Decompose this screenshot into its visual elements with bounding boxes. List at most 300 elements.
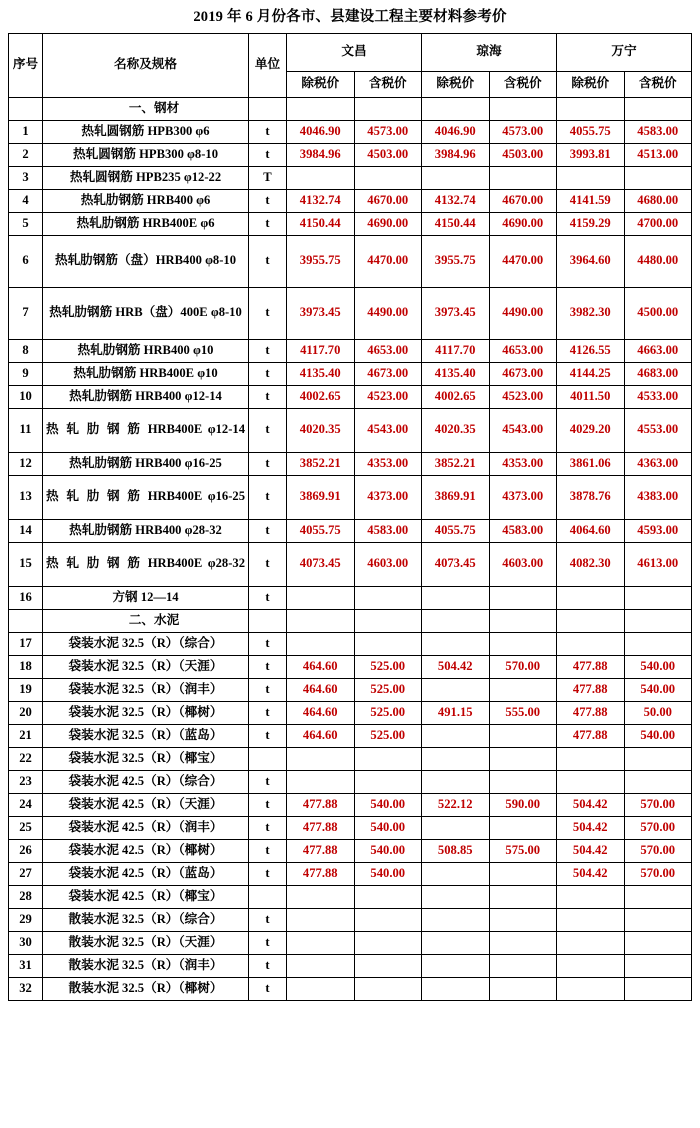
cell-wenchang-excl-tax: 4132.74 xyxy=(287,189,355,212)
cell-wanning-excl-tax xyxy=(557,166,625,189)
cell-unit: t xyxy=(249,701,287,724)
cell-unit: t xyxy=(249,862,287,885)
cell-wanning-excl-tax: 4055.75 xyxy=(557,120,625,143)
cell-wenchang-incl-tax xyxy=(354,954,422,977)
table-row xyxy=(9,862,692,885)
subheader-qionghai-incl-tax: 含税价 xyxy=(489,71,557,97)
cell-wanning-incl-tax xyxy=(624,586,692,609)
cell-wanning-excl-tax xyxy=(557,747,625,770)
table-row xyxy=(9,287,692,339)
cell-seq: 16 xyxy=(9,586,43,609)
cell-qionghai-incl-tax xyxy=(489,862,557,885)
cell-material-name: 袋装水泥 42.5（R）（天涯） xyxy=(43,793,249,816)
cell-seq: 13 xyxy=(9,475,43,519)
cell-wanning-excl-tax: 4141.59 xyxy=(557,189,625,212)
cell-seq: 9 xyxy=(9,362,43,385)
cell-seq: 5 xyxy=(9,212,43,235)
cell-qionghai-excl-tax xyxy=(422,931,490,954)
cell-seq: 32 xyxy=(9,977,43,1000)
table-row xyxy=(9,655,692,678)
cell-material-name: 热轧圆钢筋 HPB300 φ8-10 xyxy=(43,143,249,166)
cell-wenchang-excl-tax: 4046.90 xyxy=(287,120,355,143)
column-header-seq: 序号 xyxy=(9,33,43,97)
cell-seq: 6 xyxy=(9,235,43,287)
cell-material-name: 袋装水泥 32.5（R）（椰宝） xyxy=(43,747,249,770)
cell-seq: 3 xyxy=(9,166,43,189)
cell-qionghai-incl-tax: 4470.00 xyxy=(489,235,557,287)
cell-qionghai-excl-tax: 4132.74 xyxy=(422,189,490,212)
cell-qionghai-incl-tax xyxy=(489,977,557,1000)
table-header-row-1 xyxy=(9,33,692,71)
table-header xyxy=(9,33,692,97)
cell-seq: 4 xyxy=(9,189,43,212)
cell-unit: t xyxy=(249,954,287,977)
cell-wanning-incl-tax xyxy=(624,747,692,770)
page-title: 2019 年 6 月份各市、县建设工程主要材料参考价 xyxy=(193,9,507,25)
cell-wenchang-excl-tax xyxy=(287,609,355,632)
cell-wanning-excl-tax: 4029.20 xyxy=(557,408,625,452)
cell-material-name: 袋装水泥 42.5（R）（椰树） xyxy=(43,839,249,862)
cell-qionghai-excl-tax: 3973.45 xyxy=(422,287,490,339)
cell-wenchang-excl-tax xyxy=(287,770,355,793)
cell-wenchang-excl-tax xyxy=(287,747,355,770)
cell-qionghai-excl-tax xyxy=(422,724,490,747)
cell-wanning-incl-tax xyxy=(624,885,692,908)
cell-qionghai-excl-tax xyxy=(422,97,490,120)
cell-wenchang-excl-tax: 4117.70 xyxy=(287,339,355,362)
cell-material-name: 袋装水泥 42.5（R）（蓝岛） xyxy=(43,862,249,885)
cell-material-name: 袋装水泥 32.5（R）（润丰） xyxy=(43,678,249,701)
cell-seq: 1 xyxy=(9,120,43,143)
cell-unit: t xyxy=(249,586,287,609)
table-row xyxy=(9,408,692,452)
cell-wanning-incl-tax: 540.00 xyxy=(624,678,692,701)
cell-wenchang-incl-tax: 4690.00 xyxy=(354,212,422,235)
subheader-qionghai-excl-tax: 除税价 xyxy=(422,71,490,97)
cell-wanning-incl-tax: 4513.00 xyxy=(624,143,692,166)
cell-wanning-excl-tax: 4082.30 xyxy=(557,542,625,586)
cell-wanning-excl-tax xyxy=(557,97,625,120)
cell-unit: t xyxy=(249,519,287,542)
cell-wenchang-excl-tax: 477.88 xyxy=(287,862,355,885)
cell-qionghai-excl-tax xyxy=(422,747,490,770)
cell-wenchang-excl-tax xyxy=(287,97,355,120)
cell-unit xyxy=(249,97,287,120)
column-header-city-qionghai: 琼海 xyxy=(422,33,557,71)
cell-material-name: 袋装水泥 42.5（R）（椰宝） xyxy=(43,885,249,908)
table-row xyxy=(9,931,692,954)
cell-material-name: 袋装水泥 42.5（R）（综合） xyxy=(43,770,249,793)
cell-wenchang-excl-tax: 477.88 xyxy=(287,839,355,862)
cell-wanning-incl-tax: 4480.00 xyxy=(624,235,692,287)
cell-unit: t xyxy=(249,408,287,452)
cell-material-name: 热轧肋钢筋 HRB400 φ28-32 xyxy=(43,519,249,542)
cell-qionghai-excl-tax xyxy=(422,770,490,793)
cell-wenchang-incl-tax: 525.00 xyxy=(354,678,422,701)
cell-wenchang-incl-tax: 4573.00 xyxy=(354,120,422,143)
cell-seq: 18 xyxy=(9,655,43,678)
column-header-city-wenchang: 文昌 xyxy=(287,33,422,71)
cell-wanning-incl-tax: 540.00 xyxy=(624,655,692,678)
cell-qionghai-excl-tax: 3984.96 xyxy=(422,143,490,166)
cell-material-name: 散装水泥 32.5（R）（综合） xyxy=(43,908,249,931)
cell-wanning-incl-tax xyxy=(624,954,692,977)
table-row xyxy=(9,816,692,839)
cell-wenchang-incl-tax: 4503.00 xyxy=(354,143,422,166)
cell-wenchang-excl-tax: 3973.45 xyxy=(287,287,355,339)
cell-wanning-excl-tax: 4064.60 xyxy=(557,519,625,542)
cell-material-name: 热轧肋钢筋 HRB400E φ10 xyxy=(43,362,249,385)
cell-wanning-excl-tax xyxy=(557,586,625,609)
cell-seq xyxy=(9,609,43,632)
cell-unit: t xyxy=(249,362,287,385)
table-row xyxy=(9,120,692,143)
cell-qionghai-excl-tax xyxy=(422,862,490,885)
cell-seq: 31 xyxy=(9,954,43,977)
cell-qionghai-incl-tax: 4690.00 xyxy=(489,212,557,235)
cell-wanning-excl-tax xyxy=(557,977,625,1000)
cell-qionghai-incl-tax xyxy=(489,885,557,908)
cell-wenchang-excl-tax xyxy=(287,931,355,954)
cell-unit: t xyxy=(249,385,287,408)
cell-unit: t xyxy=(249,793,287,816)
table-row xyxy=(9,385,692,408)
cell-unit: t xyxy=(249,212,287,235)
cell-material-name: 热 轧 肋 钢 筋 HRB400E φ12-14 xyxy=(43,408,249,452)
cell-wanning-incl-tax: 4593.00 xyxy=(624,519,692,542)
cell-wanning-incl-tax: 4700.00 xyxy=(624,212,692,235)
cell-material-name: 散装水泥 32.5（R）（椰树） xyxy=(43,977,249,1000)
cell-qionghai-excl-tax: 522.12 xyxy=(422,793,490,816)
cell-qionghai-incl-tax xyxy=(489,747,557,770)
cell-unit: t xyxy=(249,143,287,166)
cell-wanning-incl-tax: 4383.00 xyxy=(624,475,692,519)
cell-qionghai-excl-tax: 4002.65 xyxy=(422,385,490,408)
cell-wanning-excl-tax: 504.42 xyxy=(557,862,625,885)
cell-wenchang-excl-tax: 464.60 xyxy=(287,724,355,747)
subheader-wenchang-incl-tax: 含税价 xyxy=(354,71,422,97)
cell-wenchang-excl-tax: 4135.40 xyxy=(287,362,355,385)
table-row xyxy=(9,793,692,816)
cell-material-name: 袋装水泥 42.5（R）（润丰） xyxy=(43,816,249,839)
cell-wenchang-incl-tax xyxy=(354,747,422,770)
cell-wenchang-incl-tax xyxy=(354,97,422,120)
cell-wenchang-excl-tax xyxy=(287,166,355,189)
cell-qionghai-excl-tax: 3852.21 xyxy=(422,452,490,475)
cell-qionghai-excl-tax: 504.42 xyxy=(422,655,490,678)
cell-wenchang-incl-tax: 4653.00 xyxy=(354,339,422,362)
cell-material-name: 热轧肋钢筋 HRB400 φ16-25 xyxy=(43,452,249,475)
cell-wenchang-excl-tax: 4020.35 xyxy=(287,408,355,452)
cell-material-name: 袋装水泥 32.5（R）（综合） xyxy=(43,632,249,655)
cell-unit xyxy=(249,885,287,908)
cell-wanning-excl-tax: 504.42 xyxy=(557,816,625,839)
cell-qionghai-incl-tax: 4670.00 xyxy=(489,189,557,212)
cell-qionghai-incl-tax xyxy=(489,97,557,120)
cell-wenchang-excl-tax: 464.60 xyxy=(287,678,355,701)
cell-wanning-excl-tax xyxy=(557,770,625,793)
cell-wanning-incl-tax: 570.00 xyxy=(624,862,692,885)
cell-material-name: 热轧圆钢筋 HPB235 φ12-22 xyxy=(43,166,249,189)
cell-qionghai-incl-tax: 4543.00 xyxy=(489,408,557,452)
cell-wanning-excl-tax: 4126.55 xyxy=(557,339,625,362)
subheader-wenchang-excl-tax: 除税价 xyxy=(287,71,355,97)
cell-wenchang-incl-tax xyxy=(354,632,422,655)
cell-seq: 7 xyxy=(9,287,43,339)
cell-wanning-excl-tax xyxy=(557,632,625,655)
cell-seq: 23 xyxy=(9,770,43,793)
cell-qionghai-incl-tax: 4373.00 xyxy=(489,475,557,519)
cell-material-name: 热 轧 肋 钢 筋 HRB400E φ28-32 xyxy=(43,542,249,586)
cell-unit: t xyxy=(249,724,287,747)
cell-wenchang-incl-tax xyxy=(354,908,422,931)
table-row xyxy=(9,166,692,189)
cell-wanning-excl-tax: 4159.29 xyxy=(557,212,625,235)
cell-qionghai-excl-tax: 4055.75 xyxy=(422,519,490,542)
cell-qionghai-incl-tax xyxy=(489,931,557,954)
cell-unit: t xyxy=(249,235,287,287)
cell-material-name: 袋装水泥 32.5（R）（椰树） xyxy=(43,701,249,724)
cell-material-name: 热轧圆钢筋 HPB300 φ6 xyxy=(43,120,249,143)
cell-wenchang-excl-tax: 4002.65 xyxy=(287,385,355,408)
cell-wenchang-excl-tax xyxy=(287,885,355,908)
cell-wanning-excl-tax: 477.88 xyxy=(557,701,625,724)
cell-wanning-excl-tax: 4011.50 xyxy=(557,385,625,408)
cell-unit: t xyxy=(249,632,287,655)
cell-unit: t xyxy=(249,189,287,212)
table-row xyxy=(9,189,692,212)
cell-wanning-excl-tax: 504.42 xyxy=(557,793,625,816)
cell-seq: 17 xyxy=(9,632,43,655)
cell-wenchang-incl-tax: 540.00 xyxy=(354,816,422,839)
cell-seq: 10 xyxy=(9,385,43,408)
subheader-wanning-incl-tax: 含税价 xyxy=(624,71,692,97)
cell-wenchang-excl-tax xyxy=(287,954,355,977)
cell-wenchang-incl-tax: 4603.00 xyxy=(354,542,422,586)
column-header-unit: 单位 xyxy=(249,33,287,97)
cell-wanning-incl-tax: 4553.00 xyxy=(624,408,692,452)
cell-qionghai-excl-tax xyxy=(422,954,490,977)
cell-qionghai-incl-tax: 570.00 xyxy=(489,655,557,678)
cell-wenchang-excl-tax: 4055.75 xyxy=(287,519,355,542)
cell-unit: T xyxy=(249,166,287,189)
cell-seq: 8 xyxy=(9,339,43,362)
cell-seq: 24 xyxy=(9,793,43,816)
cell-qionghai-excl-tax xyxy=(422,166,490,189)
cell-qionghai-incl-tax xyxy=(489,908,557,931)
cell-wenchang-excl-tax: 464.60 xyxy=(287,701,355,724)
cell-wenchang-excl-tax: 4150.44 xyxy=(287,212,355,235)
cell-unit: t xyxy=(249,120,287,143)
table-row xyxy=(9,770,692,793)
cell-wenchang-incl-tax: 540.00 xyxy=(354,793,422,816)
cell-qionghai-excl-tax xyxy=(422,977,490,1000)
cell-qionghai-excl-tax: 4046.90 xyxy=(422,120,490,143)
cell-material-name: 方钢 12—14 xyxy=(43,586,249,609)
cell-seq: 12 xyxy=(9,452,43,475)
table-section-row xyxy=(9,609,692,632)
cell-wanning-incl-tax xyxy=(624,931,692,954)
cell-seq: 20 xyxy=(9,701,43,724)
cell-seq: 27 xyxy=(9,862,43,885)
material-price-table xyxy=(8,33,692,1001)
cell-qionghai-incl-tax: 4353.00 xyxy=(489,452,557,475)
cell-wanning-incl-tax xyxy=(624,770,692,793)
cell-wanning-excl-tax: 3993.81 xyxy=(557,143,625,166)
cell-wenchang-excl-tax: 477.88 xyxy=(287,793,355,816)
cell-wenchang-excl-tax: 3984.96 xyxy=(287,143,355,166)
cell-qionghai-incl-tax: 4573.00 xyxy=(489,120,557,143)
cell-seq: 21 xyxy=(9,724,43,747)
cell-qionghai-excl-tax: 3955.75 xyxy=(422,235,490,287)
cell-material-name: 热轧肋钢筋 HRB400 φ10 xyxy=(43,339,249,362)
cell-qionghai-incl-tax: 4503.00 xyxy=(489,143,557,166)
cell-wenchang-incl-tax: 4470.00 xyxy=(354,235,422,287)
table-row xyxy=(9,747,692,770)
cell-qionghai-incl-tax: 555.00 xyxy=(489,701,557,724)
table-row xyxy=(9,678,692,701)
cell-unit: t xyxy=(249,339,287,362)
cell-wanning-incl-tax: 4363.00 xyxy=(624,452,692,475)
cell-wanning-incl-tax: 540.00 xyxy=(624,724,692,747)
cell-seq: 2 xyxy=(9,143,43,166)
cell-unit: t xyxy=(249,931,287,954)
cell-seq: 14 xyxy=(9,519,43,542)
cell-unit: t xyxy=(249,816,287,839)
cell-qionghai-excl-tax xyxy=(422,678,490,701)
cell-qionghai-incl-tax: 4653.00 xyxy=(489,339,557,362)
subheader-wanning-excl-tax: 除税价 xyxy=(557,71,625,97)
cell-wanning-incl-tax xyxy=(624,908,692,931)
table-row xyxy=(9,954,692,977)
cell-wenchang-incl-tax xyxy=(354,586,422,609)
table-row xyxy=(9,542,692,586)
cell-qionghai-incl-tax xyxy=(489,678,557,701)
table-row xyxy=(9,701,692,724)
cell-seq: 11 xyxy=(9,408,43,452)
cell-seq: 29 xyxy=(9,908,43,931)
cell-wanning-incl-tax: 4533.00 xyxy=(624,385,692,408)
cell-material-name: 袋装水泥 32.5（R）（天涯） xyxy=(43,655,249,678)
cell-wanning-incl-tax: 4683.00 xyxy=(624,362,692,385)
cell-wanning-incl-tax: 50.00 xyxy=(624,701,692,724)
cell-wanning-excl-tax: 3878.76 xyxy=(557,475,625,519)
cell-wenchang-incl-tax: 540.00 xyxy=(354,862,422,885)
cell-wanning-excl-tax: 4144.25 xyxy=(557,362,625,385)
cell-unit: t xyxy=(249,452,287,475)
cell-wenchang-incl-tax: 4670.00 xyxy=(354,189,422,212)
cell-material-name: 散装水泥 32.5（R）（润丰） xyxy=(43,954,249,977)
cell-qionghai-incl-tax: 4673.00 xyxy=(489,362,557,385)
cell-qionghai-excl-tax xyxy=(422,632,490,655)
cell-qionghai-incl-tax xyxy=(489,586,557,609)
cell-wenchang-incl-tax: 525.00 xyxy=(354,724,422,747)
cell-material-name: 热轧肋钢筋 HRB（盘）400E φ8-10 xyxy=(43,287,249,339)
cell-qionghai-excl-tax: 4073.45 xyxy=(422,542,490,586)
cell-qionghai-incl-tax xyxy=(489,609,557,632)
cell-qionghai-excl-tax: 4150.44 xyxy=(422,212,490,235)
cell-qionghai-excl-tax xyxy=(422,609,490,632)
cell-qionghai-incl-tax xyxy=(489,816,557,839)
cell-unit: t xyxy=(249,908,287,931)
table-row xyxy=(9,475,692,519)
cell-seq xyxy=(9,97,43,120)
cell-wenchang-excl-tax xyxy=(287,908,355,931)
cell-wanning-excl-tax: 3964.60 xyxy=(557,235,625,287)
cell-qionghai-incl-tax xyxy=(489,724,557,747)
cell-unit: t xyxy=(249,655,287,678)
cell-material-name: 二、水泥 xyxy=(43,609,249,632)
cell-wanning-incl-tax: 4680.00 xyxy=(624,189,692,212)
cell-unit: t xyxy=(249,287,287,339)
cell-seq: 30 xyxy=(9,931,43,954)
cell-wanning-incl-tax xyxy=(624,97,692,120)
table-row xyxy=(9,212,692,235)
cell-qionghai-excl-tax: 508.85 xyxy=(422,839,490,862)
cell-wanning-incl-tax: 570.00 xyxy=(624,839,692,862)
cell-material-name: 热轧肋钢筋 HRB400 φ12-14 xyxy=(43,385,249,408)
cell-seq: 26 xyxy=(9,839,43,862)
table-row xyxy=(9,586,692,609)
cell-wanning-excl-tax xyxy=(557,931,625,954)
column-header-city-wanning: 万宁 xyxy=(557,33,692,71)
cell-wanning-incl-tax: 4613.00 xyxy=(624,542,692,586)
cell-qionghai-excl-tax xyxy=(422,586,490,609)
cell-wenchang-incl-tax xyxy=(354,770,422,793)
cell-qionghai-incl-tax: 575.00 xyxy=(489,839,557,862)
cell-material-name: 热 轧 肋 钢 筋 HRB400E φ16-25 xyxy=(43,475,249,519)
cell-seq: 28 xyxy=(9,885,43,908)
cell-wanning-incl-tax xyxy=(624,977,692,1000)
cell-wanning-excl-tax xyxy=(557,954,625,977)
cell-seq: 25 xyxy=(9,816,43,839)
cell-qionghai-incl-tax: 590.00 xyxy=(489,793,557,816)
cell-wenchang-excl-tax xyxy=(287,586,355,609)
cell-wenchang-incl-tax: 4543.00 xyxy=(354,408,422,452)
cell-unit: t xyxy=(249,977,287,1000)
cell-unit: t xyxy=(249,542,287,586)
cell-unit: t xyxy=(249,770,287,793)
cell-material-name: 热轧肋钢筋 HRB400E φ6 xyxy=(43,212,249,235)
cell-wenchang-incl-tax: 4353.00 xyxy=(354,452,422,475)
cell-wenchang-excl-tax: 3955.75 xyxy=(287,235,355,287)
cell-wanning-incl-tax xyxy=(624,609,692,632)
cell-wenchang-incl-tax: 525.00 xyxy=(354,701,422,724)
cell-qionghai-incl-tax: 4523.00 xyxy=(489,385,557,408)
cell-wenchang-incl-tax: 4523.00 xyxy=(354,385,422,408)
cell-wenchang-excl-tax xyxy=(287,632,355,655)
cell-wanning-excl-tax: 477.88 xyxy=(557,724,625,747)
cell-wenchang-incl-tax: 540.00 xyxy=(354,839,422,862)
cell-seq: 19 xyxy=(9,678,43,701)
cell-qionghai-incl-tax: 4490.00 xyxy=(489,287,557,339)
table-row xyxy=(9,724,692,747)
cell-unit: t xyxy=(249,678,287,701)
cell-wanning-incl-tax: 570.00 xyxy=(624,793,692,816)
cell-unit xyxy=(249,747,287,770)
cell-wenchang-excl-tax: 3869.91 xyxy=(287,475,355,519)
cell-wanning-excl-tax: 3982.30 xyxy=(557,287,625,339)
cell-qionghai-incl-tax xyxy=(489,770,557,793)
cell-qionghai-incl-tax xyxy=(489,166,557,189)
cell-unit xyxy=(249,609,287,632)
cell-wanning-incl-tax: 4583.00 xyxy=(624,120,692,143)
cell-wanning-excl-tax: 504.42 xyxy=(557,839,625,862)
cell-qionghai-excl-tax: 491.15 xyxy=(422,701,490,724)
cell-wenchang-incl-tax xyxy=(354,609,422,632)
cell-wanning-incl-tax xyxy=(624,166,692,189)
column-header-name: 名称及规格 xyxy=(43,33,249,97)
